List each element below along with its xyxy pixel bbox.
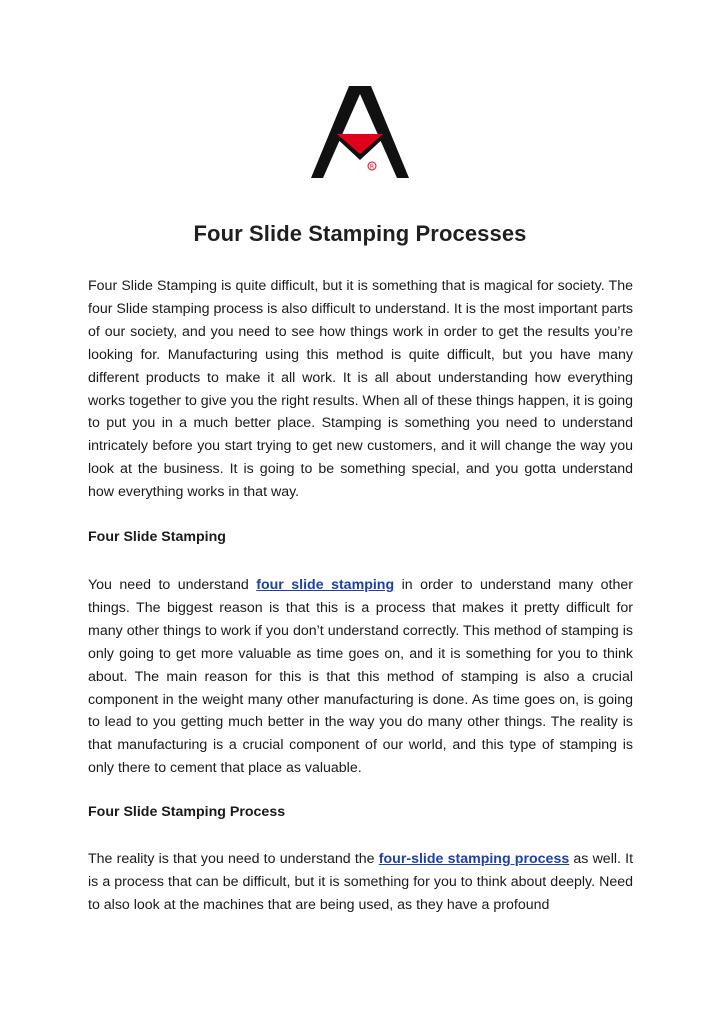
section2-text-before-link: The reality is that you need to understand the: [88, 851, 379, 867]
four-slide-stamping-link[interactable]: four slide stamping: [256, 577, 395, 593]
page-title: Four Slide Stamping Processes: [193, 220, 527, 246]
four-slide-stamping-process-link[interactable]: four-slide stamping process: [378, 851, 570, 867]
intro-paragraph: Four Slide Stamping is quite difficult, but it is something that is magical for society. The four Slide stamping process is also difficult to understand. It is the most important parts of our society, and you need to see how things work in order to get the results you’re looking for. Manufacturing using this method is quite difficult, but you have many different products to make it all work. It is all about understanding how everything works together to give you the right results. When all of these things happen, it is going to put you in a much better place. Stamping is something you need to understand intricately before you start trying to get new customers, and it will change the way you look at the business. It is going to be something special, and you gotta understand how everything works in that way.: [88, 278, 633, 501]
section1-text-before-link: You need to understand: [88, 577, 257, 593]
section-heading-four-slide-stamping: Four Slide Stamping: [88, 529, 226, 545]
section1-text-after-link: in order to understand many other things. The biggest reason is that this is a process that makes it pretty difficult for many other things to work if you don’t understand correctly. This method of stamping is only going to get more valuable as time goes on, and it is something for you to think about. The main reason for this is that this method of stamping is also a crucial component in the weight many other manufacturing is done. As time goes on, is going to lead to you getting much better in the way you do many other things. The reality is that manufacturing is a crucial component of our world, and this type of stamping is only there to cement that place as valuable.: [88, 577, 633, 777]
company-logo-icon: [310, 84, 410, 180]
section-heading-four-slide-stamping-process: Four Slide Stamping Process: [88, 804, 286, 820]
logo-frame: [311, 86, 409, 178]
section2-paragraph: [88, 848, 633, 917]
logo-r-mark: R: [369, 163, 375, 171]
section1-paragraph: [88, 574, 633, 780]
section2-text-after-link: as well. It is a process that can be difficult, but it is something for you to think about deeply. Need to also look at the machines that are being used, as they have a profound: [88, 851, 634, 913]
